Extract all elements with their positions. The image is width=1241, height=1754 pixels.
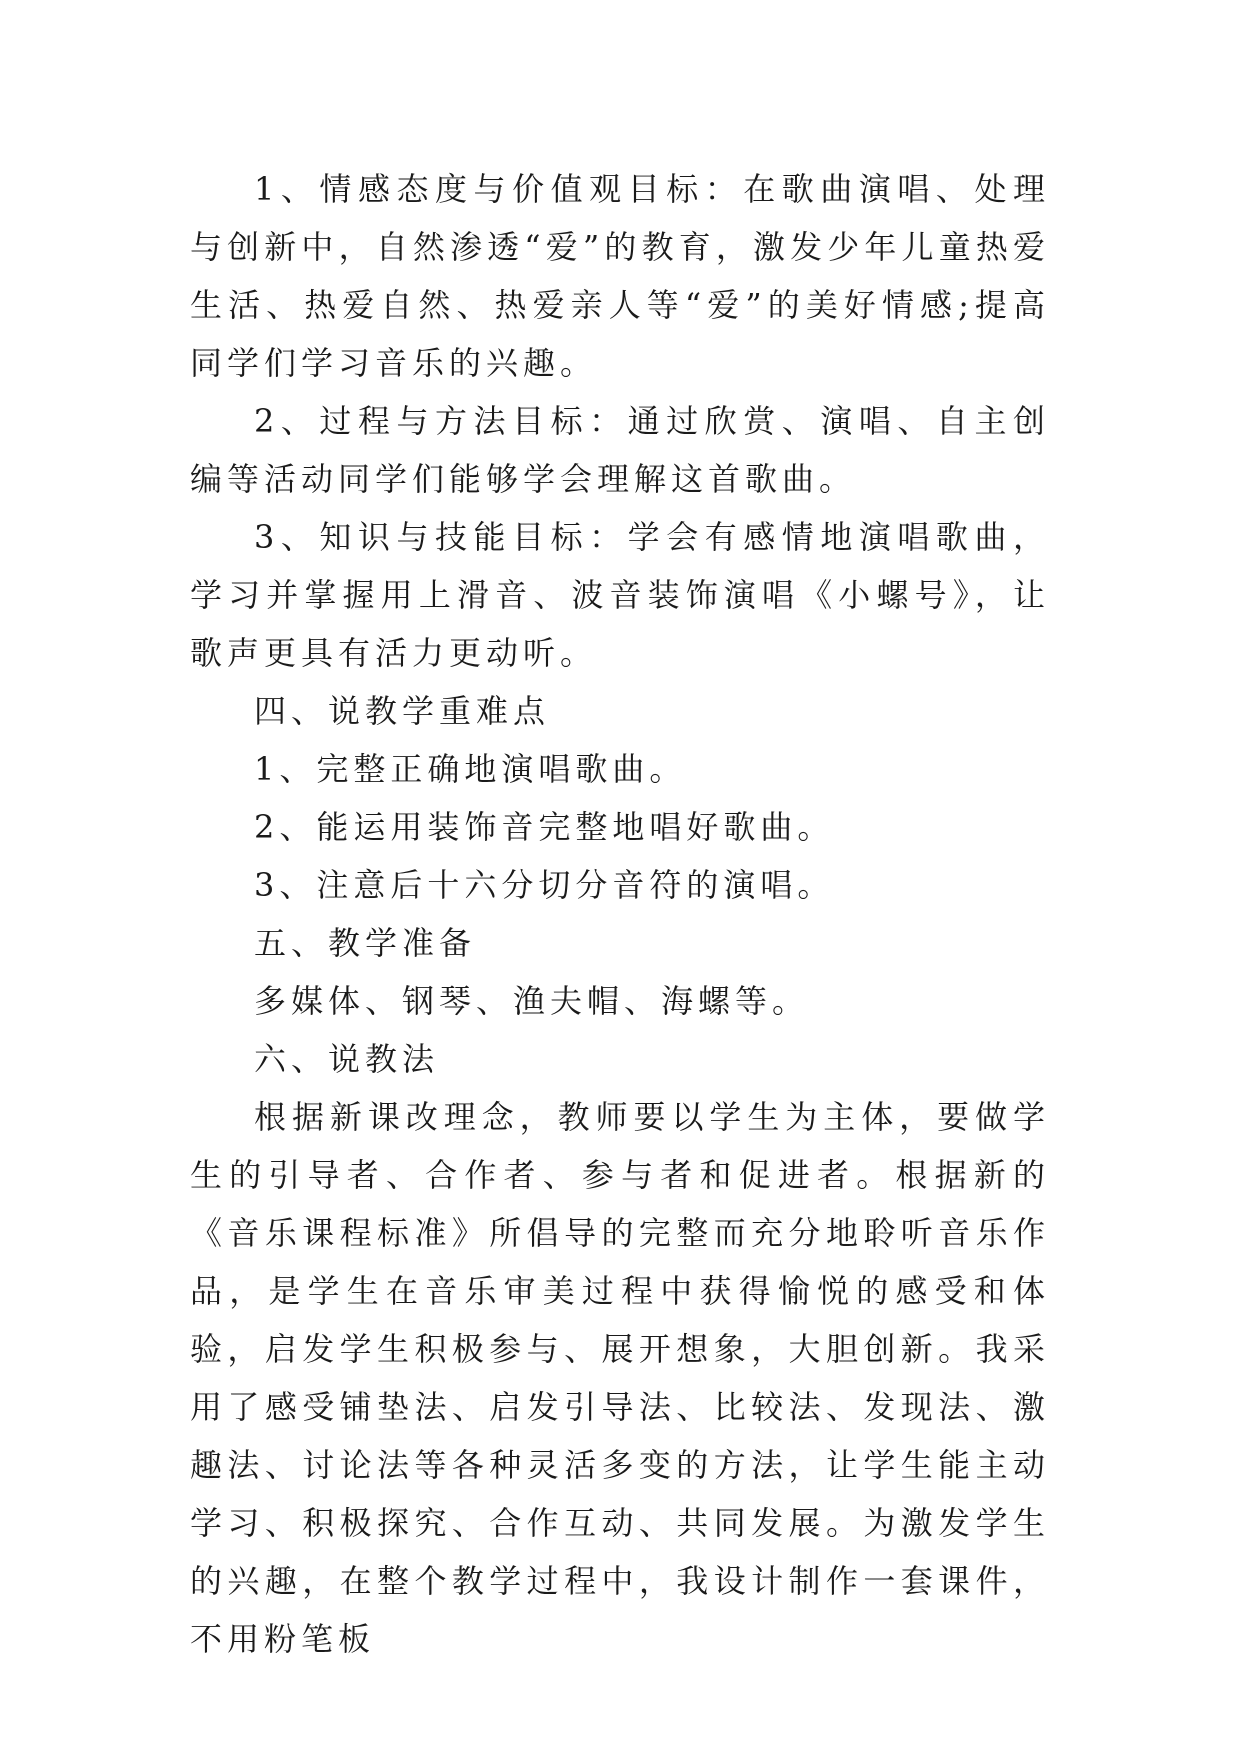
paragraph-emotion-goal: 1、情感态度与价值观目标：在歌曲演唱、处理与创新中，自然渗透“爱”的教育，激发少年儿童热爱生活、热爱自然、热爱亲人等“爱”的美好情感;提高同学们学习音乐的兴趣。 (190, 170, 1050, 382)
list-item-key-point-2: 2、能运用装饰音完整地唱好歌曲。 (254, 808, 835, 846)
section-heading-preparation: 五、教学准备 (254, 924, 477, 962)
document-body (190, 160, 1050, 1668)
paragraph-teaching-methods: 根据新课改理念，教师要以学生为主体，要做学生的引导者、合作者、参与者和促进者。根据新的《音乐课程标准》所倡导的完整而充分地聆听音乐作品，是学生在音乐审美过程中获得愉悦的感受和体验，启发学生积极参与、展开想象，大胆创新。我采用了感受铺垫法、启发引导法、比较法、发现法、激趣法、讨论法等各种灵活多变的方法，让学生能主动学习、积极探究、合作互动、共同发展。为激发学生的兴趣，在整个教学过程中，我设计制作一套课件，不用粉笔板 (190, 1098, 1050, 1658)
section-heading-teaching-methods: 六、说教法 (254, 1040, 440, 1078)
paragraph-skill-goal: 3、知识与技能目标：学会有感情地演唱歌曲，学习并掌握用上滑音、波音装饰演唱《小螺号》，让歌声更具有活力更动听。 (190, 518, 1050, 672)
section-heading-key-points: 四、说教学重难点 (254, 692, 551, 730)
list-item-key-point-3: 3、注意后十六分切分音符的演唱。 (254, 866, 835, 904)
paragraph-process-goal: 2、过程与方法目标：通过欣赏、演唱、自主创编等活动同学们能够学会理解这首歌曲。 (190, 402, 1050, 498)
paragraph-preparation-items: 多媒体、钢琴、渔夫帽、海螺等。 (254, 982, 810, 1020)
list-item-key-point-1: 1、完整正确地演唱歌曲。 (254, 750, 687, 788)
